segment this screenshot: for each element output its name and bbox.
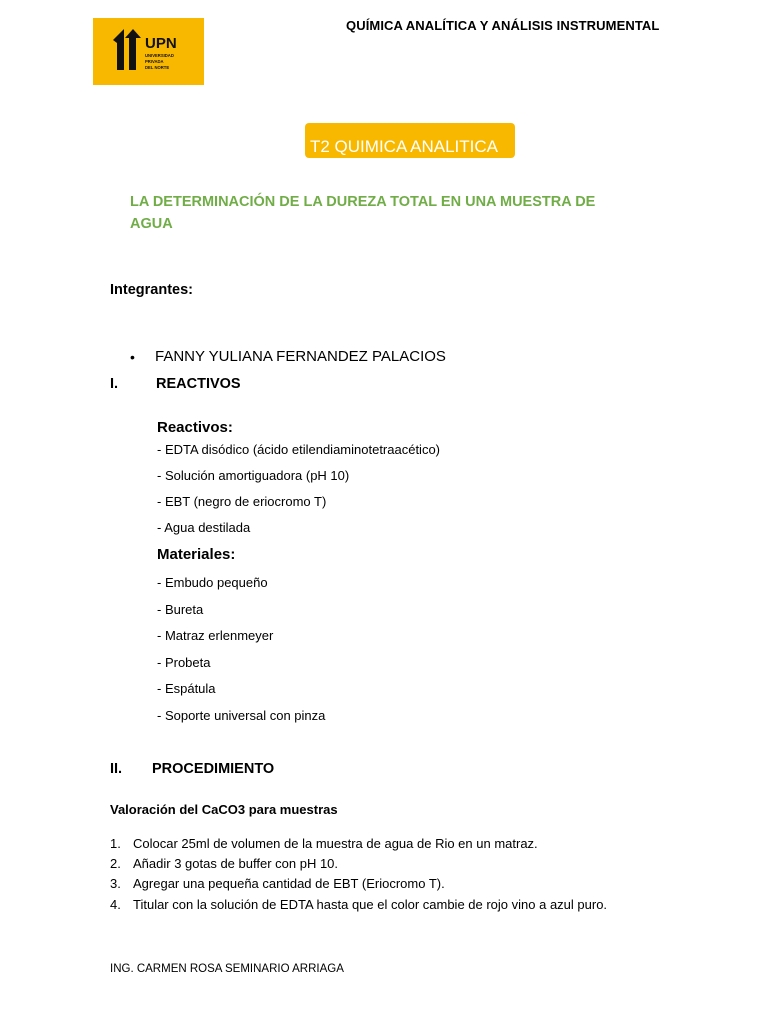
list-item: - Espátula [157, 681, 216, 696]
step-text: Titular con la solución de EDTA hasta que el color cambie de rojo vino a azul puro. [133, 896, 608, 912]
list-item: - Solución amortiguadora (pH 10) [157, 468, 350, 483]
list-item: - EDTA disódico (ácido etilendiaminotetraacético) [157, 442, 441, 457]
step-text: Colocar 25ml de volumen de la muestra de agua de Rio en un matraz. [133, 836, 538, 851]
upn-logo-icon [93, 18, 204, 85]
step-text: Añadir 3 gotas de buffer con pH 10. [133, 856, 339, 872]
procedure-steps [110, 836, 607, 917]
list-item [110, 856, 607, 876]
footer-author: ING. CARMEN ROSA SEMINARIO ARRIAGA [110, 963, 344, 975]
title-badge-text: T2 QUIMICA ANALITICA [310, 137, 498, 156]
logo-subtext-1: UNIVERSIDAD [145, 53, 174, 58]
procedure-subheading: Valoración del CaCO3 para muestras [110, 802, 338, 817]
list-item: - Bureta [157, 601, 204, 617]
document-subtitle: LA DETERMINACIÓN DE LA DUREZA TOTAL EN UNA MUESTRA DE AGUA [130, 194, 596, 232]
course-title: QUÍMICA ANALÍTICA Y ANÁLISIS INSTRUMENTAL [346, 18, 660, 33]
materiales-list [157, 575, 325, 734]
logo-subtext-3: DEL NORTE [145, 65, 170, 70]
upn-logo [93, 18, 204, 85]
reactivos-list [157, 442, 440, 546]
list-item [110, 836, 607, 856]
materiales-heading: Materiales: [157, 546, 236, 563]
list-item: - Probeta [157, 654, 211, 670]
section-title-procedimiento: PROCEDIMIENTO [152, 761, 275, 777]
member-bullet: • [130, 349, 135, 365]
list-item: - Embudo pequeño [157, 575, 268, 590]
step-number: 3. [110, 876, 121, 892]
section-number-1: I. [110, 376, 119, 392]
step-number: 2. [110, 856, 121, 872]
list-item: - Agua destilada [157, 520, 251, 535]
logo-subtext-2: PRIVADA [145, 59, 164, 64]
step-number: 1. [110, 836, 121, 851]
list-item: - Matraz erlenmeyer [157, 628, 274, 643]
list-item [110, 876, 607, 896]
integrantes-label: Integrantes: [110, 282, 193, 298]
section-number-2: II. [110, 761, 123, 777]
step-number: 4. [110, 896, 121, 912]
logo-text: UPN [145, 35, 177, 52]
list-item [110, 897, 607, 917]
section-title-reactivos: REACTIVOS [156, 376, 241, 392]
step-text: Agregar una pequeña cantidad de EBT (Eriocromo T). [133, 876, 445, 892]
list-item: - Soporte universal con pinza [157, 707, 326, 723]
member-name: FANNY YULIANA FERNANDEZ PALACIOS [155, 348, 446, 365]
list-item: - EBT (negro de eriocromo T) [157, 494, 327, 509]
reactivos-heading: Reactivos: [157, 419, 233, 436]
